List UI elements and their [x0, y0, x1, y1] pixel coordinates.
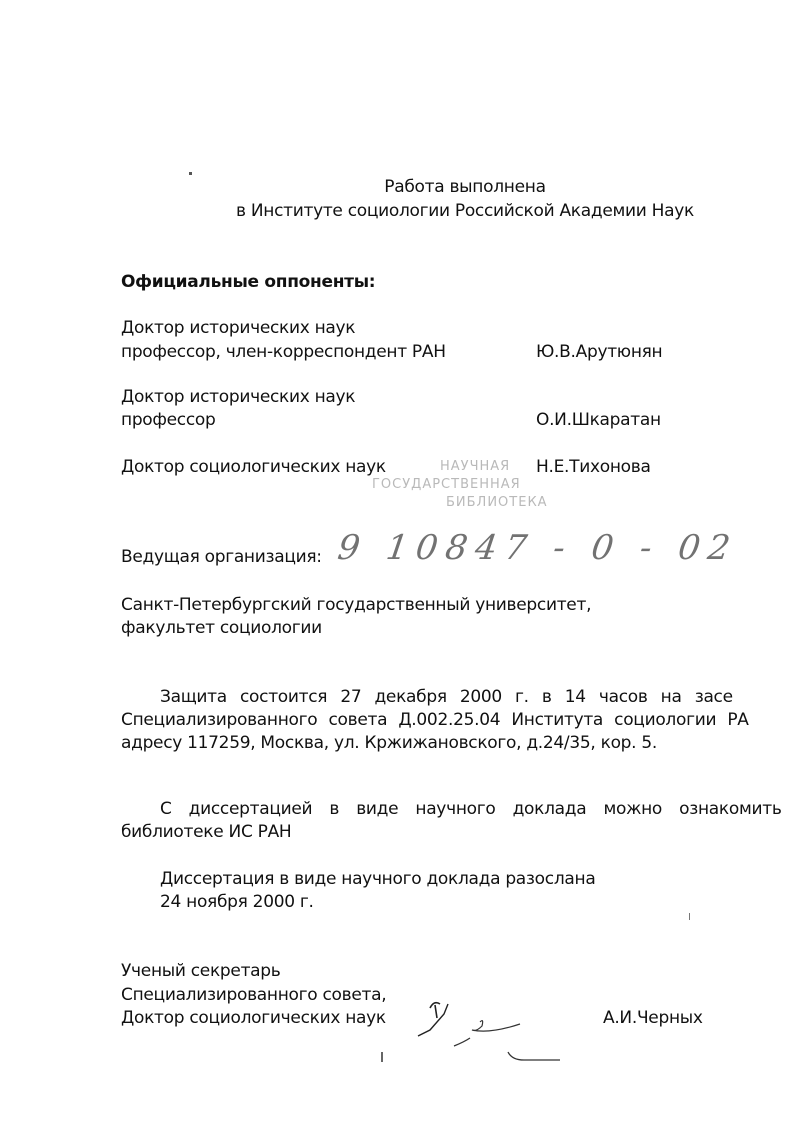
stamp-line-3: БИБЛИОТЕКА: [446, 495, 548, 510]
opponent-3-title-1: Доктор социологических наук: [121, 457, 386, 477]
opponent-2-name: О.И.Шкаратан: [536, 410, 661, 430]
library-stamp: [372, 458, 548, 512]
scan-speck: [189, 172, 192, 175]
distribution-line-2: 24 ноября 2000 г.: [160, 892, 314, 912]
handwritten-registration-number: 9 10847 - 0 - 02: [335, 528, 741, 568]
leading-org-line-2: факультет социологии: [121, 618, 322, 638]
secretary-line-2: Специализированного совета,: [121, 985, 387, 1005]
stamp-line-1: НАУЧНАЯ: [440, 459, 511, 474]
opponent-2-title-1: Доктор исторических наук: [121, 387, 356, 407]
library-line-2: библиотеке ИС РАН: [121, 822, 292, 842]
signature-icon: [400, 990, 580, 1080]
scan-mark: [689, 913, 690, 920]
scan-mark: [381, 1052, 383, 1062]
secretary-line-1: Ученый секретарь: [121, 961, 281, 981]
opponent-2-title-2: профессор: [121, 410, 216, 430]
opponent-3-name: Н.Е.Тихонова: [536, 457, 651, 477]
secretary-line-3: Доктор социологических наук: [121, 1008, 386, 1028]
secretary-name: А.И.Черных: [603, 1008, 703, 1028]
header-line-2: в Институте социологии Российской Академии Наук: [236, 201, 694, 221]
leading-org-line-1: Санкт-Петербургский государственный университет,: [121, 595, 592, 615]
library-line-1: С диссертацией в виде научного доклада можно ознакомить: [160, 799, 782, 819]
opponents-heading: Официальные оппоненты:: [121, 272, 376, 292]
distribution-line-1: Диссертация в виде научного доклада разослана: [160, 869, 596, 889]
defense-line-1: Защита состоится 27 декабря 2000 г. в 14 часов на засе: [160, 687, 733, 707]
leading-org-label: Ведущая организация:: [121, 547, 322, 567]
opponent-1-title-2: профессор, член-корреспондент РАН: [121, 342, 446, 362]
defense-line-2: Специализированного совета Д.002.25.04 Института социологии РА: [121, 710, 749, 730]
opponent-1-name: Ю.В.Арутюнян: [536, 342, 663, 362]
defense-line-3: адресу 117259, Москва, ул. Кржижановского, д.24/35, кор. 5.: [121, 733, 657, 753]
opponent-1-title-1: Доктор исторических наук: [121, 318, 356, 338]
header-line-1: Работа выполнена: [384, 177, 546, 197]
stamp-line-2: ГОСУДАРСТВЕННАЯ: [372, 477, 521, 492]
